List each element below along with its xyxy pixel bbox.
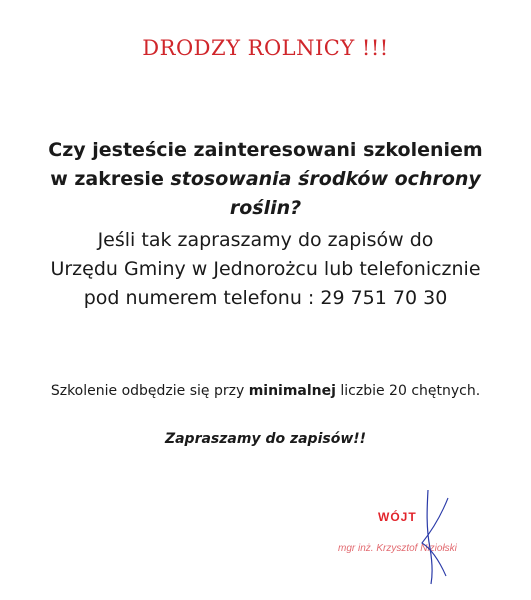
stamp-title: WÓJT [378,510,417,524]
question-line-3 [20,194,511,223]
invite-line-2: Urzędu Gminy w Jednorożcu lub telefonicznie [50,258,481,280]
notice-heading: DRODZY ROLNICY !!! [142,36,389,60]
signature-flourish [422,498,448,576]
invite-line-3: pod numerem telefonu : 29 751 70 30 [83,287,448,309]
question-line-3-italic: roślin? [229,197,302,219]
question-line-2-italic: stosowania środków ochrony [170,168,481,190]
stamp-name: mgr inż. Krzysztof Niziołski [338,543,457,554]
note-suffix: liczbie 20 chętnych. [335,383,481,399]
closing-invitation: Zapraszamy do zapisów!! [164,431,367,447]
note-prefix: Szkolenie odbędzie się przy [50,383,249,399]
handwritten-signature [400,488,460,588]
signature-stroke [427,490,432,584]
invite-line-1: Jeśli tak zapraszamy do zapisów do [97,229,434,251]
question-line-2-prefix: w zakresie [50,168,171,190]
note-bold: minimalnej [248,383,336,399]
question-line-2 [20,165,511,194]
minimum-participants-note [0,383,531,399]
question-line-1: Czy jesteście zainteresowani szkoleniem [48,139,483,161]
question-text [20,136,511,223]
invite-text [10,226,521,313]
